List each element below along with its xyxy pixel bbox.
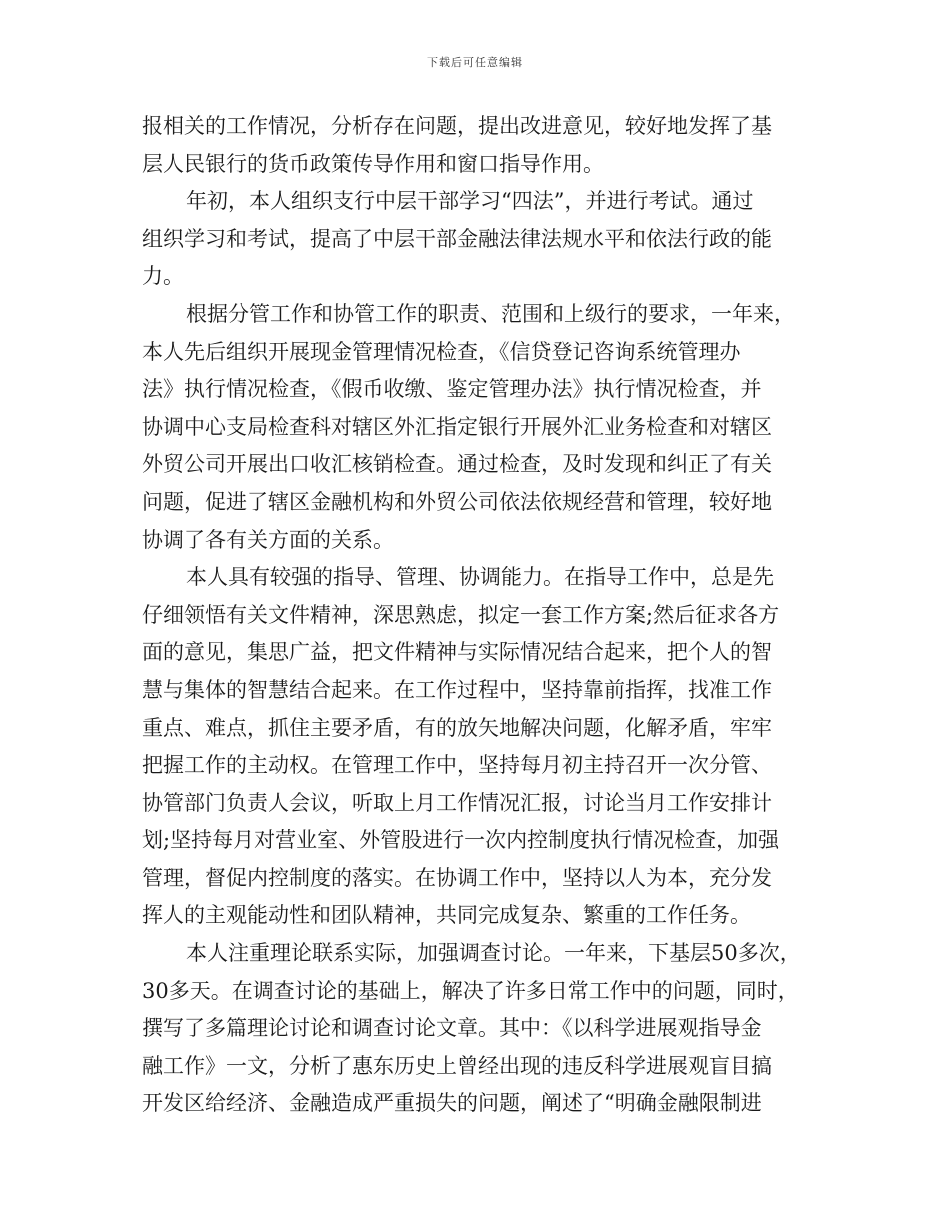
text-line: 根据分管工作和协管工作的职责、范围和上级行的要求，一年来， — [186, 301, 795, 326]
text-line: 撰写了多篇理论讨论和调查讨论文章。其中：《以科学进展观指导金 — [142, 1016, 762, 1041]
text-line: 本人具有较强的指导、管理、协调能力。在指导工作中，总是先 — [186, 565, 774, 590]
text-line: 层人民银行的货币政策传导作用和窗口指导作用。 — [142, 151, 604, 176]
text-line: 问题，促进了辖区金融机构和外贸公司依法依规经营和管理，较好地 — [142, 489, 772, 514]
text-line: 把握工作的主动权。在管理工作中，坚持每月初主持召开一次分管、 — [142, 753, 772, 778]
text-line: 本人注重理论联系实际，加强调查讨论。一年来，下基层50多次， — [186, 941, 801, 966]
text-line: 慧与集体的智慧结合起来。在工作过程中，坚持靠前指挥，找准工作 — [142, 677, 772, 702]
text-line: 划;坚持每月对营业室、外管股进行一次内控制度执行情况检查，加强 — [142, 828, 780, 853]
text-line: 仔细领悟有关文件精神，深思熟虑，拟定一套工作方案;然后征求各方 — [142, 602, 780, 627]
text-line: 力。 — [142, 264, 184, 289]
text-line: 融工作》一文，分析了惠东历史上曾经出现的违反科学进展观盲目搞 — [142, 1053, 772, 1078]
text-line: 组织学习和考试，提高了中层干部金融法律法规水平和依法行政的能 — [142, 226, 772, 251]
text-line: 协调了各有关方面的关系。 — [142, 527, 394, 552]
text-line: 面的意见，集思广益，把文件精神与实际情况结合起来，把个人的智 — [142, 640, 772, 665]
text-line: 外贸公司开展出口收汇核销检查。通过检查，及时发现和纠正了有关 — [142, 452, 772, 477]
document-body — [142, 108, 814, 1123]
text-line: 开发区给经济、金融造成严重损失的问题，阐述了“明确金融限制进 — [142, 1091, 762, 1116]
text-line: 挥人的主观能动性和团队精神，共同完成复杂、繁重的工作任务。 — [142, 903, 751, 928]
text-line: 管理，督促内控制度的落实。在协调工作中，坚持以人为本，充分发 — [142, 865, 772, 890]
text-line: 本人先后组织开展现金管理情况检查，《信贷登记咨询系统管理办 — [142, 339, 741, 364]
text-line: 重点、难点，抓住主要矛盾，有的放矢地解决问题，化解矛盾，牢牢 — [142, 715, 772, 740]
text-line: 报相关的工作情况，分析存在问题，提出改进意见，较好地发挥了基 — [142, 114, 772, 138]
page-header: 下载后可任意编辑 — [427, 56, 523, 69]
text-line: 法》执行情况检查，《假币收缴、鉴定管理办法》执行情况检查，并 — [142, 377, 762, 402]
text-line: 协管部门负责人会议，听取上月工作情况汇报，讨论当月工作安排计 — [142, 790, 772, 815]
text-line: 30多天。在调查讨论的基础上，解决了许多日常工作中的问题，同时， — [142, 978, 799, 1003]
text-line: 年初，本人组织支行中层干部学习“四法”，并进行考试。通过 — [186, 189, 754, 214]
text-line: 协调中心支局检查科对辖区外汇指定银行开展外汇业务检查和对辖区 — [142, 414, 772, 439]
